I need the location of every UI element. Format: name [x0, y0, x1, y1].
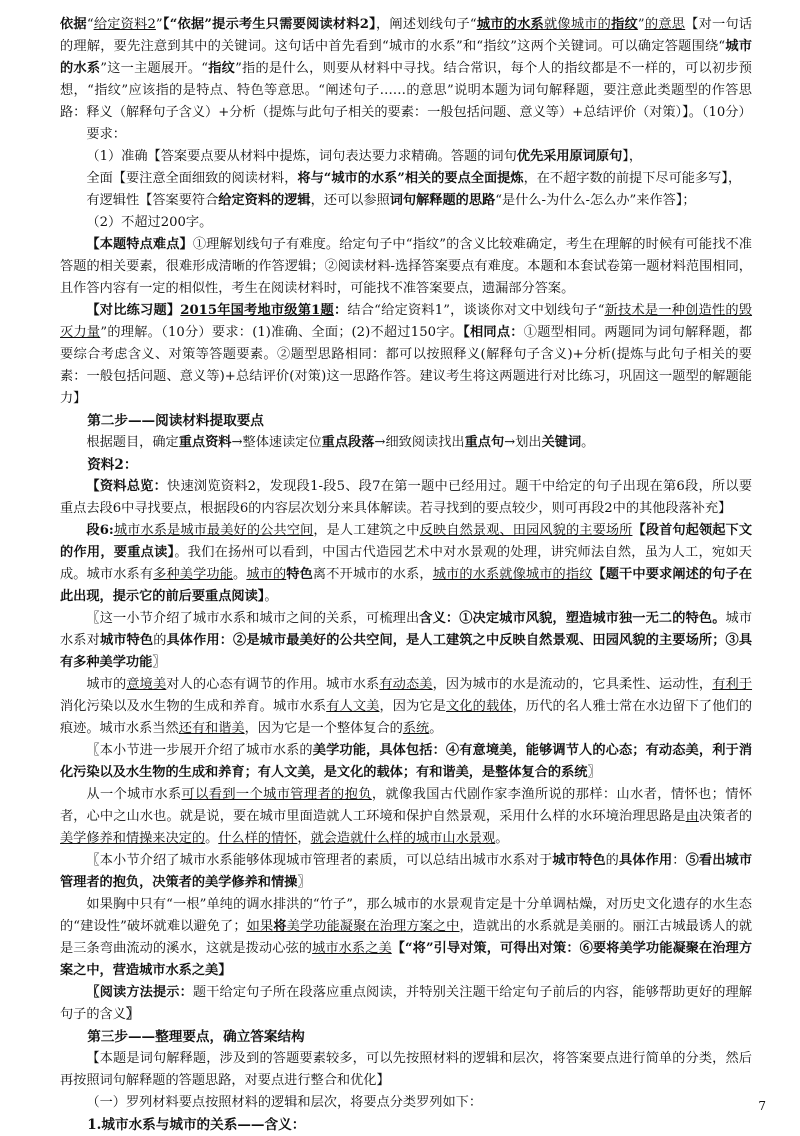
difficulty-paragraph: 【本题特点难点】①理解划线句子有难度。给定句子中“指纹”的含义比较难确定，考生在理解的时候有可能找不准答题的相关要素，很难形成清晰的作答逻辑；②阅读材料-选择答案要点有难度。本题和本套试卷第一题材料范围相同，且作答内容有一定的相似性，考生在阅读材料时，可能找不准答案要点，遗漏部分答案。: [60, 237, 752, 296]
material-overview: 【资料总览：快速浏览资料2，发现段1-段5、段7在第一题中已经用过。题干中给定的句子出现在第6段，所以要重点去段6中寻找要点，根据段6的内容层次划分来具体解读。若寻找到的要点较少，则可再段2中的其他段落补充】: [60, 479, 753, 516]
page-number: 7: [758, 1099, 766, 1113]
requirement-logical: 有逻辑性【答案要符合给定资料的逻辑，还可以参照词句解释题的思路“是什么-为什么-怎么办”来作答】；: [86, 193, 696, 208]
step-three-list-intro: （一）罗列材料要点按照材料的逻辑和层次，将要点分类罗列如下：: [86, 1095, 483, 1110]
manager-paragraph: 从一个城市水系可以看到一个城市管理者的抱负，就像我国古代剧作家李渔所说的那样：山水者，情怀也；情怀者，心中之山水也。就是说，要在城市里面造就人工环境和保护自然景观，采用什么样的水环境治理思路是由决策者的美学修养和情操来决定的。什么样的情怀，就会造就什么样的城市山水景观。: [60, 787, 753, 846]
section-one-heading: 1.城市水系与城市的关系——含义：: [87, 1117, 306, 1133]
requirements-heading: 要求：: [86, 127, 126, 142]
note-manager: 〖本小节介绍了城市水系能够体现城市管理者的素质，可以总结出城市水系对于城市特色的具体作用：⑤看出城市管理者的抱负，决策者的美学修养和情操〗: [60, 853, 753, 890]
requirement-comprehensive: 全面【要注意全面细致的阅读材料，将与“城市的水系”相关的要点全面提炼，在不超字数的前提下尽可能多写】，: [86, 171, 742, 186]
note-aesthetics: 〖本小节进一步展开介绍了城市水系的美学功能，具体包括：④有意境美，能够调节人的心态；有动态美，利于消化污染以及水生物的生成和养育；有人文美，是文化的载体；有和谐美，是整体复合的系统〗: [60, 743, 753, 780]
question-paragraph: 依据“给定资料2”【“依据”提示考生只需要阅读材料2】，阐述划线句子“城市的水系就像城市的指纹”的意思【对一句话的理解，要先注意到其中的关键词。这句话中首先看到“城市的水系”和“指纹”这两个关键词。可以确定答题围绕“城市的水系”这一主题展开。“指纹”指的是什么，则要从材料中寻找。结合常识，每个人的指纹都是不一样的，可以初步预想，“指纹”应该指的是特点、特色等意思。“阐述句子……的意思”说明本题为词句解释题，要注意此类题型的作答思路：释义（解释句子含义）+分析（提炼与此句子相关的要素：一般包括问题、意义等）+总结评价（对策）】。（10分）: [60, 17, 753, 120]
step-three-intro: 【本题是词句解释题，涉及到的答题要素较多，可以先按照材料的逻辑和层次，将答案要点进行简单的分类，然后再按照词句解释题的答题思路，对要点进行整合和优化】: [60, 1051, 752, 1088]
countermeasure-paragraph: 如果胸中只有“一根”单纯的调水排洪的“竹子”，那么城市的水景观肯定是十分单调枯燥，对历史文化遗存的水生态的“建设性”破坏就难以避免了；如果将美学功能凝聚在治理方案之中，造就出的水系就是美丽的。丽江古城最诱人的就是三条弯曲流动的溪水，这就是拨动心弦的城市水系之美【“将”引导对策，可得出对策：⑥要将美学功能凝聚在治理方案之中，营造城市水系之美】: [60, 897, 753, 978]
step-two-heading: 第二步——阅读材料提取要点: [87, 413, 264, 429]
step-two-method: 根据题目，确定重点资料→整体速读定位重点段落→细致阅读找出重点句→划出关键词。: [86, 435, 595, 450]
material-label: 资料2：: [87, 457, 138, 473]
document-page: [60, 14, 752, 1136]
step-three-heading: 第三步——整理要点，确立答案结构: [87, 1029, 305, 1045]
requirement-word-limit: （2）不超过200字。: [86, 215, 213, 230]
requirement-accurate: （1）准确【答案要点要从材料中提炼，词句表达要力求精确。答题的词句优先采用原词原句】，: [86, 149, 643, 164]
note-relationship: 〖这一小节介绍了城市水系和城市之间的关系，可梳理出含义：①决定城市风貌，塑造城市独一无二的特色。城市水系对城市特色的具体作用：②是城市最美好的公共空间，是人工建筑之中反映自然景观、田园风貌的主要场所；③具有多种美学功能〗: [60, 611, 753, 670]
paragraph-six: 段6:城市水系是城市最美好的公共空间，是人工建筑之中反映自然景观、田园风貌的主要场所【段首句起领起下文的作用，要重点读】。我们在扬州可以看到，中国古代造园艺术中对水景观的处理，讲究师法自然，虽为人工，宛如天成。城市水系有多种美学功能。城市的特色离不开城市的水系，城市的水系就像城市的指纹【题干中要求阐述的句子在此出现，提示它的前后要重点阅读】。: [60, 523, 753, 604]
comparison-paragraph: 【对比练习题】2015年国考地市级第1题：结合“给定资料1”，谈谈你对文中划线句子“新技术是一种创造性的毁灭力量”的理解。（10分）要求：(1)准确、全面；(2)不超过150字。【相同点：①题型相同。两题同为词句解释题，都要综合考虑含义、对策等答题要素。②题型思路相同：都可以按照释义(解释句子含义)+分析(提炼与此句子相关的要素：一般包括问题、意义等)+总结评价(对策)这一思路作答。建议考生将这两题进行对比练习，巩固这一题型的解题能力】: [60, 303, 753, 406]
reading-tip: 〖阅读方法提示：题干给定句子所在段落应重点阅读，并特别关注题干给定句子前后的内容，能够帮助更好的理解句子的含义〗: [60, 985, 753, 1022]
aesthetic-paragraph: 城市的意境美对人的心态有调节的作用。城市水系有动态美，因为城市的水是流动的，它具柔性、运动性，有利于消化污染以及水生物的生成和养育。城市水系有人文美，因为它是文化的载体，历代的名人雅士常在水边留下了他们的痕迹。城市水系当然还有和谐美，因为它是一个整体复合的系统。: [60, 677, 753, 736]
